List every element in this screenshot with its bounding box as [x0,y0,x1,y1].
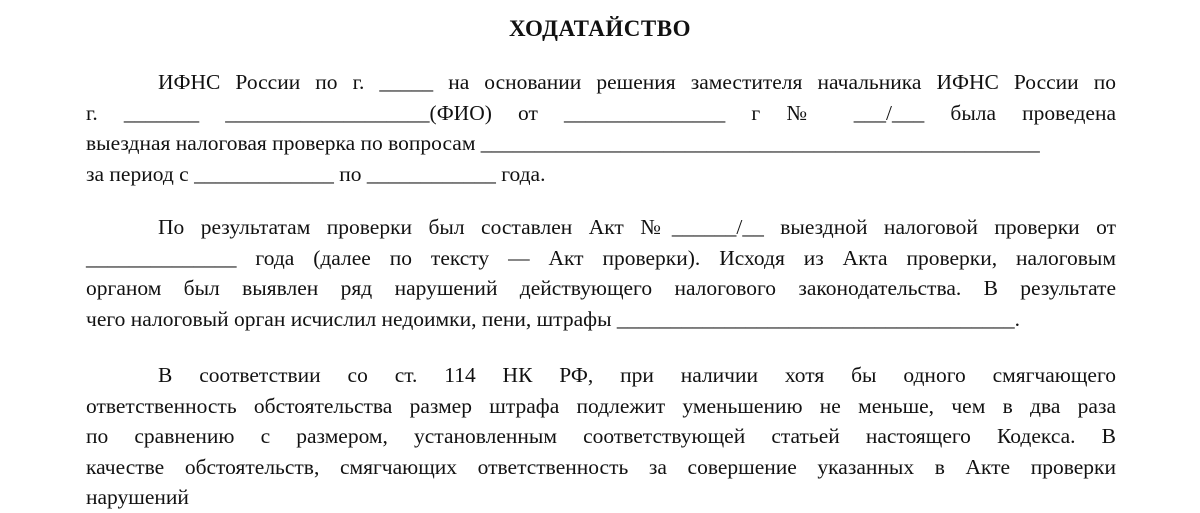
paragraph-inspection-basis [86,67,1116,189]
paragraph-line: выездная налоговая проверка по вопросам ____________________________________________________ [86,131,1040,155]
paragraph-inspection-results [86,212,1116,334]
paragraph-line: нарушений [86,485,189,509]
paragraph-mitigating-circumstances [86,360,1116,513]
paragraph-line: ______________ года (далее по тексту — Акт проверки). Исходя из Акта проверки, налоговым [86,245,1116,270]
paragraph-line [86,212,1116,243]
paragraph-line: качестве обстоятельств, смягчающих ответственность за совершение указанных в Акте проверки [86,454,1116,479]
paragraph-line: чего налоговый орган исчислил недоимки, пени, штрафы _____________________________________. [86,306,1021,331]
paragraph-line-text: В соответствии со ст. 114 НК РФ, при наличии хотя бы одного смягчающего [158,363,1116,387]
paragraph-line [86,67,1116,98]
paragraph-line: за период с _____________ по ____________ года. [86,161,546,186]
paragraph-line: ответственность обстоятельства размер штрафа подлежит уменьшению не меньше, чем в два раза [86,393,1116,418]
paragraph-line: г. _______ ___________________(ФИО) от _______________ г № ___/___ была проведена [86,100,1116,125]
paragraph-line-text: По результатам проверки был составлен Акт №______/__ выездной налоговой проверки от [158,215,1116,239]
paragraph-line: органом был выявлен ряд нарушений действующего налогового законодательства. В результате [86,276,1116,300]
document-title: ХОДАТАЙСТВО [509,16,691,41]
paragraph-line [86,360,1116,391]
paragraph-line: по сравнению с размером, установленным соответствующей статьей настоящего Кодекса. В [86,424,1116,448]
paragraph-line-text: ИФНС России по г. _____ на основании решения заместителя начальника ИФНС России по [158,70,1116,94]
